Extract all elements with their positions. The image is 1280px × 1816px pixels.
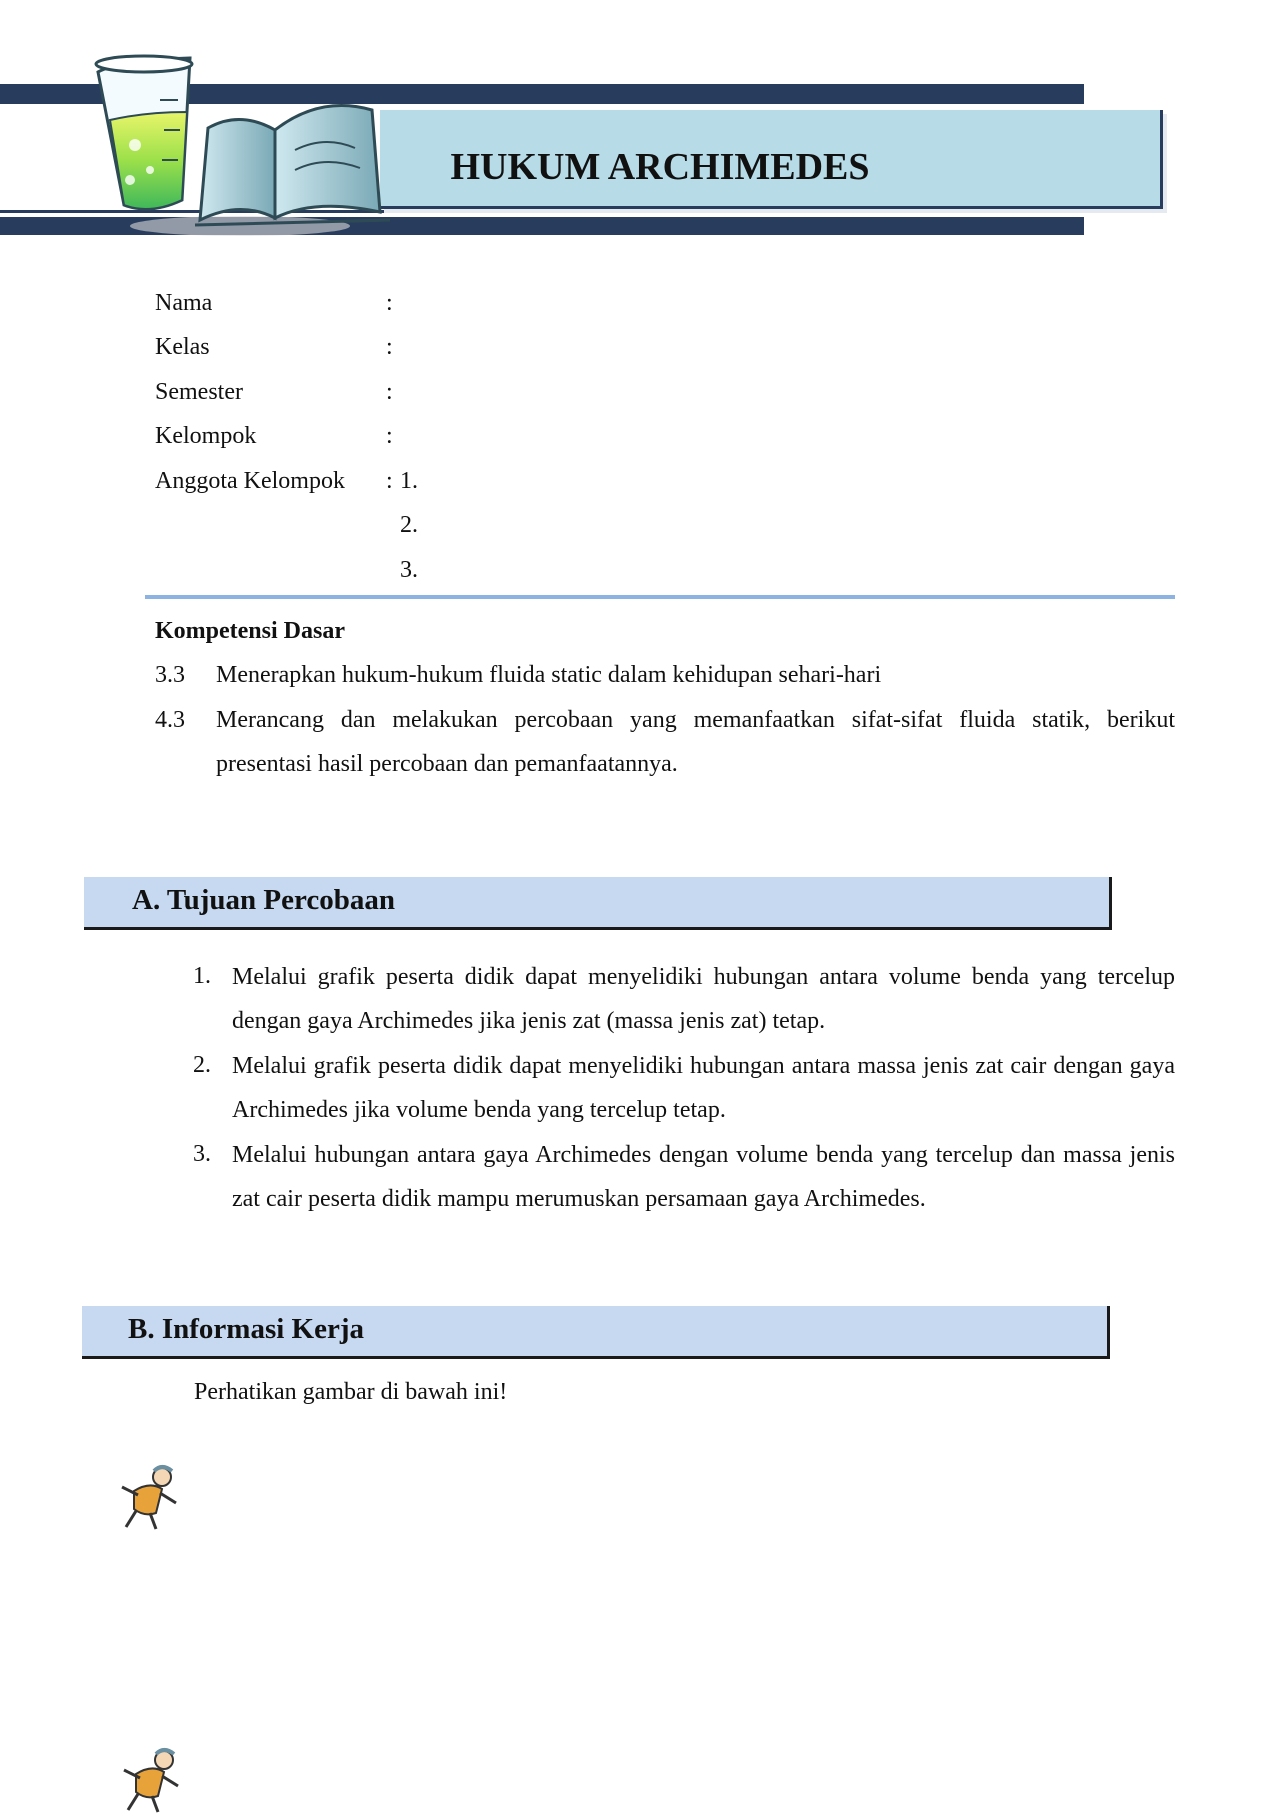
kd-number: 4.3 bbox=[155, 707, 185, 733]
kd-number: 3.3 bbox=[155, 662, 185, 688]
kd-text: Menerapkan hukum-hukum fluida static dalam kehidupan sehari-hari bbox=[216, 662, 882, 688]
field-label-nama: Nama bbox=[155, 290, 213, 316]
field-label-semester: Semester bbox=[155, 379, 243, 405]
field-colon: : bbox=[386, 379, 393, 405]
field-label-anggota: Anggota Kelompok bbox=[155, 468, 345, 494]
objective-text: Melalui hubungan antara gaya Archimedes dengan volume benda yang tercelup dan massa jenis zat cair peserta didik mampu merumuskan persamaan gaya Archimedes. bbox=[232, 1142, 1175, 1212]
objective-text: Melalui grafik peserta didik dapat menyelidiki hubungan antara volume benda yang tercelup dengan gaya Archimedes jika jenis zat (massa jenis zat) tetap. bbox=[232, 964, 1175, 1034]
field-colon: : bbox=[386, 468, 393, 494]
field-label-kelas: Kelas bbox=[155, 334, 210, 360]
kd-text: Merancang dan melakukan percobaan yang memanfaatkan sifat-sifat fluida statik, berikut presentasi hasil percobaan dan pemanfaatannya. bbox=[216, 707, 1175, 777]
objective-number: 1. bbox=[193, 963, 211, 989]
beaker-book-icon bbox=[90, 40, 410, 240]
kompetensi-title: Kompetensi Dasar bbox=[155, 618, 345, 644]
section-b-title: B. Informasi Kerja bbox=[128, 1313, 364, 1345]
scientist-figure-icon bbox=[118, 1746, 188, 1816]
page-title: HUKUM ARCHIMEDES bbox=[450, 146, 870, 188]
field-colon: : bbox=[386, 334, 393, 360]
field-colon: : bbox=[386, 290, 393, 316]
objective-number: 2. bbox=[193, 1052, 211, 1078]
field-label-kelompok: Kelompok bbox=[155, 423, 257, 449]
field-colon: : bbox=[386, 423, 393, 449]
divider bbox=[145, 595, 1175, 599]
objective-text: Melalui grafik peserta didik dapat menyelidiki hubungan antara massa jenis zat cair dengan gaya Archimedes jika volume benda yang tercelup tetap. bbox=[232, 1053, 1175, 1123]
member-number-1: 1. bbox=[400, 468, 418, 494]
objective-number: 3. bbox=[193, 1141, 211, 1167]
section-a-title: A. Tujuan Percobaan bbox=[132, 884, 395, 916]
member-number-2: 2. bbox=[400, 512, 418, 538]
scientist-figure-icon bbox=[116, 1463, 186, 1533]
info-instruction: Perhatikan gambar di bawah ini! bbox=[194, 1379, 508, 1405]
member-number-3: 3. bbox=[400, 557, 418, 583]
